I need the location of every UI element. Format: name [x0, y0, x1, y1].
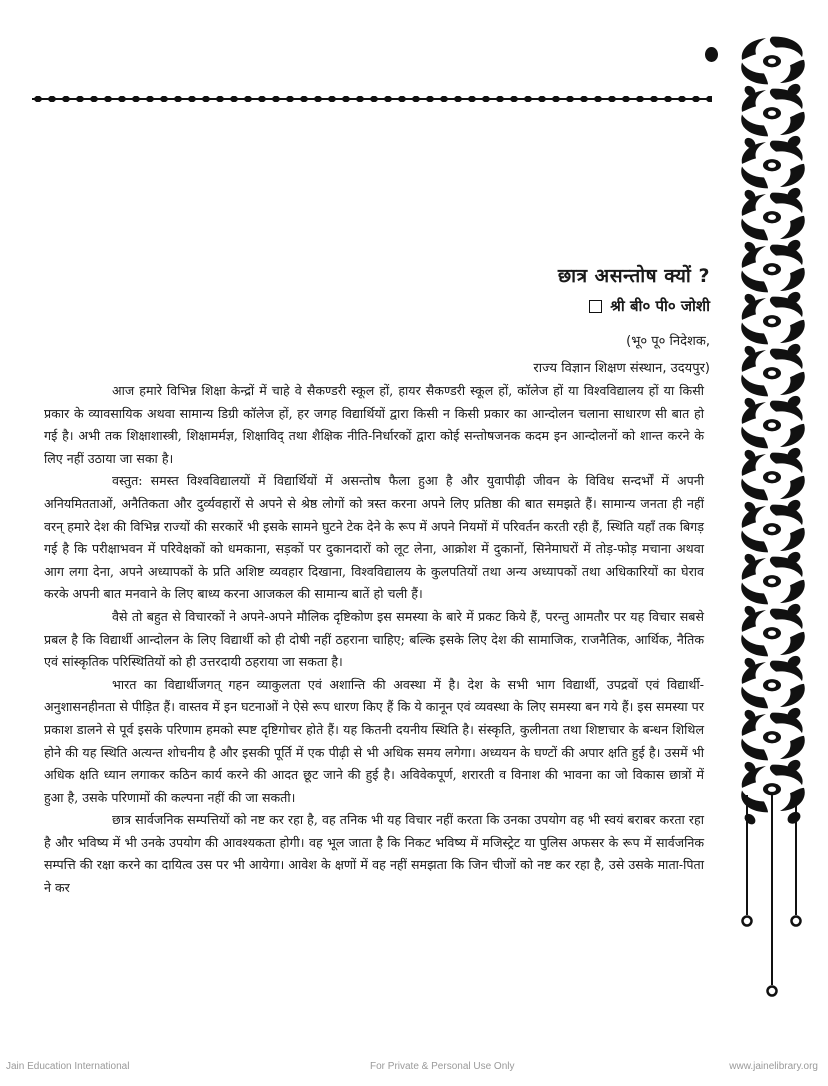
paragraph: आज हमारे विभिन्न शिक्षा केन्द्रों में चाहे वे सैकण्डरी स्कूल हों, हायर सैकण्डरी स्कूल हों, कॉलेज हों या विश्वविद्यालय हों या किसी प्रकार के व्यावसायिक अथवा सामान्य डिग्री कॉलेज हों, हर जगह विद्यार्थियों द्वारा किसी न किसी प्रकार का आन्दोलन चलाना साधारण सी बात हो गई है। अभी तक शिक्षाशास्त्री, शिक्षामर्मज्ञ, शिक्षाविद् तथा शैक्षिक नीति-निर्धारकों द्वारा कोई सन्तोषजनक कदम इन आन्दोलनों को शान्त करने के लिए नहीं उठाया जा सका है।: [44, 383, 704, 466]
paragraph: भारत का विद्यार्थीजगत् गहन व्याकुलता एवं अशान्ति की अवस्था में है। देश के सभी भाग विद्यार्थी, उपद्रवों एवं विद्यार्थी-अनुशासनहीनता से पीड़ित हैं। वास्तव में इन घटनाओं ने ऐसे रूप धारण किए हैं कि ये कानून एवं व्यवस्था के लिए समस्या बन गये हैं। इस समस्या पर प्रकाश डालने से पूर्व इसके परिणाम हमको स्पष्ट दृष्टिगोचर होते हैं। यह कितनी दयनीय स्थिति है। संस्कृति, कुलीनता तथा शिष्टाचार के बन्धन शिथिल होने की यह स्थिति अत्यन्त शोचनीय है और इसकी पूर्ति में एक पीढ़ी से भी अधिक समय लगेगा। अध्ययन के घण्टों की अपार क्षति हुई है। उसमें भी अधिक क्षति ध्यान लगाकर कठिन कार्य करने की आदत छूट जाने की हुई है। अविवेकपूर्ण, शरारती व विनाश की भावना का जो विकास छात्रों में हुआ है, उसके परिणामों की कल्पना नहीं की जा सकती।: [44, 676, 704, 805]
hanging-strings-ornament: [732, 795, 812, 1005]
author-affiliation-line1: (भू० पू० निदेशक,: [626, 334, 710, 349]
page-footer: [0, 1061, 828, 1077]
author-affiliation-line2: राज्य विज्ञान शिक्षण संस्थान, उदयपुर): [533, 361, 710, 376]
beaded-chain-rule: [32, 95, 712, 103]
article-body: [44, 380, 704, 900]
paragraph: वस्तुत: समस्त विश्वविद्यालयों में विद्यार्थियों में असन्तोष फैला हुआ है और युवापीढ़ी जीवन के विविध सन्दर्भों में अपनी अनियमितताओं, अनैतिकता और दुर्व्यवहारों से अपने से श्रेष्ठ लोगों को त्रस्त करना अपने लिए प्रतिष्ठा की बात समझते हैं। सामान्य जनता ही नहीं वरन् हमारे देश की विभिन्न राज्यों की सरकारें भी इसके सामने घुटने टेक देने के रूप में अपने नियमों में परिवर्तन करती रही हैं, स्थिति यहाँ तक बिगड़ गई है कि परीक्षाभवन में परिवेक्षकों को धमकाना, सड़कों पर दुकानदारों को लूट लेना, आक्रोश में दुकानों, सिनेमाघरों में तोड़-फोड़ मचाना अथवा आग लगा देना, अपने अध्यापकों के प्रति अशिष्ट व्यवहार दिखाना, विश्वविद्यालय के कुलपतियों तथा अन्य अध्यापकों तथा अधिकारियों का घेराव करके अपनी बात मनवाने के लिए बाध्य करना आजकल की सामान्य बातें हो चली हैं।: [44, 473, 704, 602]
square-box-icon: [589, 300, 602, 313]
paragraph: वैसे तो बहुत से विचारकों ने अपने-अपने मौलिक दृष्टिकोण इस समस्या के बारे में प्रकट किये हैं, परन्तु आमतौर पर यह विचार सबसे प्रबल है कि विद्यार्थी आन्दोलन के लिए विद्यार्थी को ही दोषी नहीं ठहराना चाहिए; बल्कि इसके लिए देश की सामाजिक, राजनैतिक, आर्थिक, नैतिक एवं सांस्कृतिक परिस्थितियों को ही उत्तरदायी ठहराया जा सकता है।: [44, 608, 704, 670]
author-name: श्री बी० पी० जोशी: [610, 297, 710, 315]
paragraph: छात्र सार्वजनिक सम्पत्तियों को नष्ट कर रहा है, वह तनिक भी यह विचार नहीं करता कि उनका उपयोग वह भी स्वयं बराबर करता रहा है और भविष्य में भी उनके उपयोग की आवश्यकता होगी। वह भूल जाता है कि निकट भविष्य में मजिस्ट्रेट या पुलिस अफसर के रूप में सार्वजनिक सम्पत्ति की रक्षा करने का दायित्व उस पर भी आयेगा। आवेश के क्षणों में वह नहीं समझता कि जिन चीजों को नष्ट कर रहा है, उसे उसके माता-पिता ने कर: [44, 812, 704, 896]
ornament-dot: [705, 47, 718, 62]
article-header: [533, 262, 710, 382]
footer-usage-note: For Private & Personal Use Only: [370, 1061, 515, 1072]
article-title: छात्र असन्तोष क्यों ?: [557, 265, 710, 287]
footer-website-link[interactable]: www.jainelibrary.org: [729, 1061, 818, 1072]
footer-publisher: Jain Education International: [6, 1061, 130, 1072]
author-line: [533, 296, 710, 316]
